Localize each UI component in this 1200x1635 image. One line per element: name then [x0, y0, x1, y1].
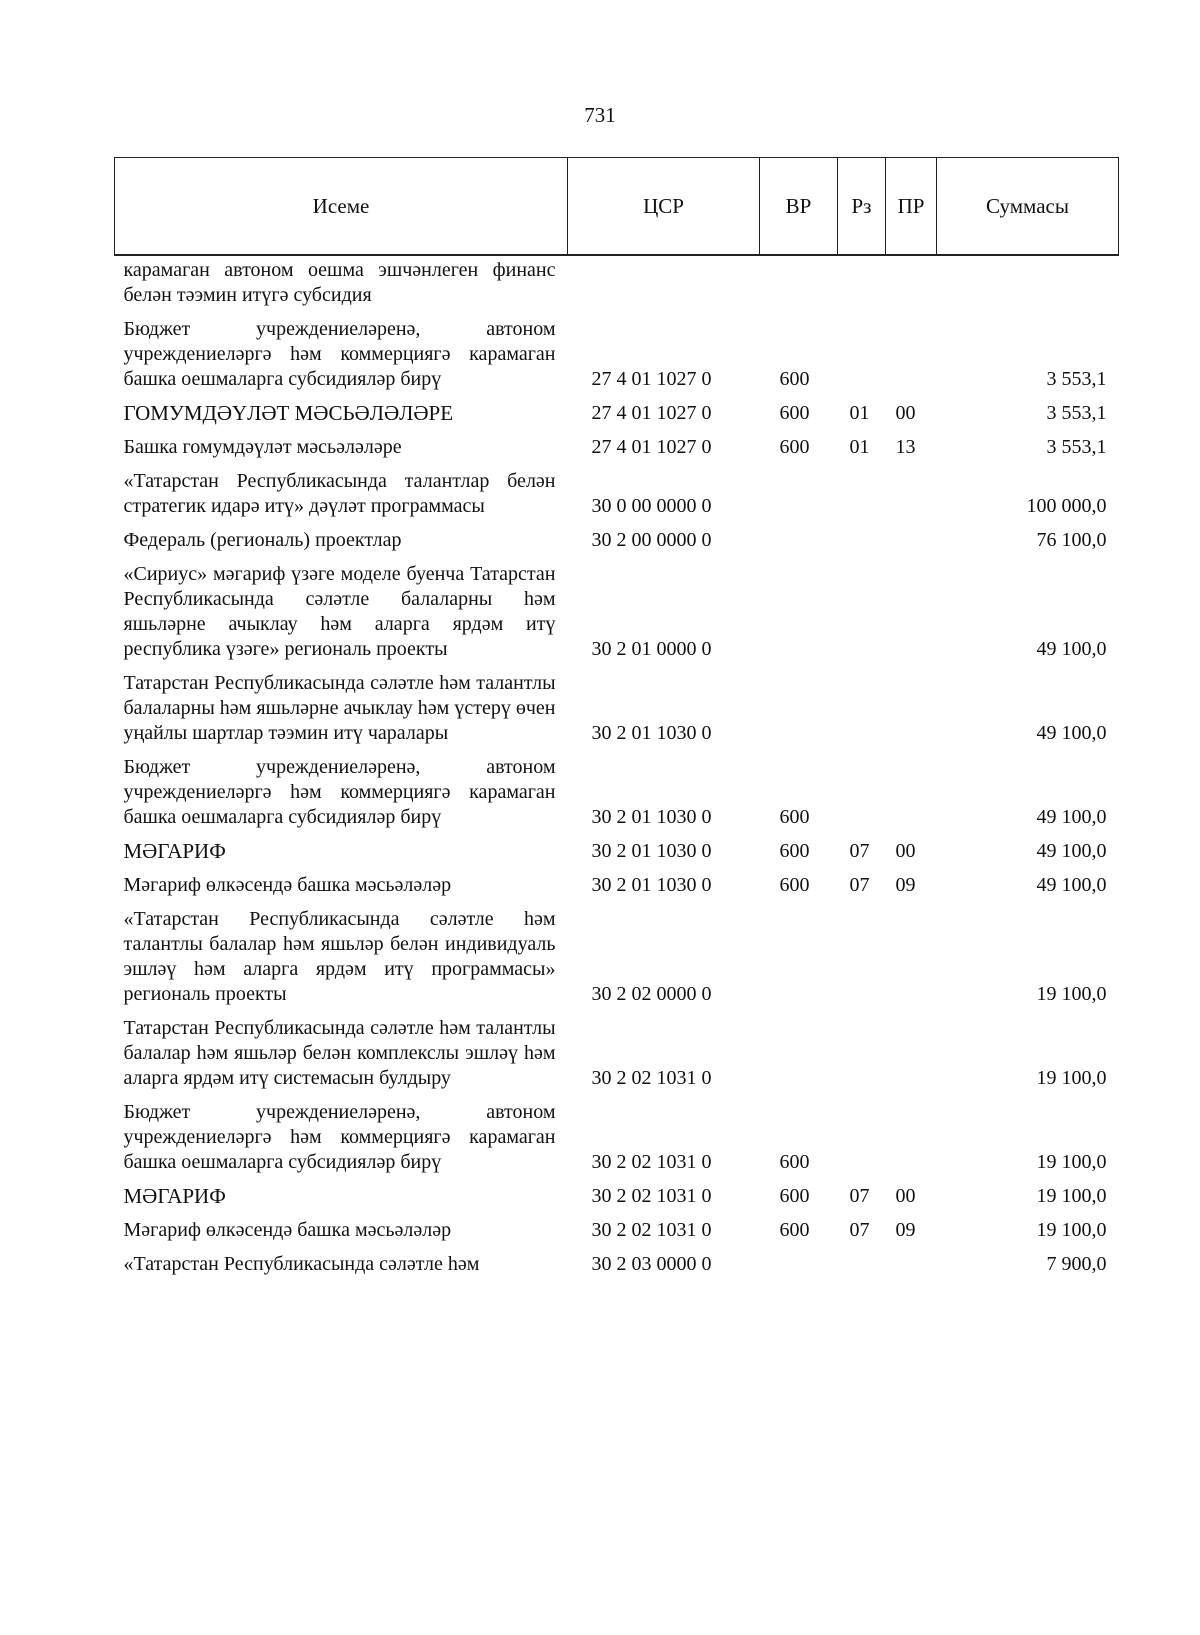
- table-row: [115, 1209, 1119, 1243]
- row-rz: [838, 553, 886, 662]
- row-pr: 00: [895, 840, 916, 862]
- row-vr: 600: [779, 840, 810, 862]
- row-csr: 30 0 00 0000 0: [591, 495, 712, 517]
- row-sum: 49 100,0: [1036, 638, 1107, 660]
- table-row: [115, 255, 1119, 308]
- row-vr: 600: [779, 806, 810, 828]
- table-row: [115, 460, 1119, 519]
- row-sum: 19 100,0: [1036, 1067, 1107, 1089]
- row-sum: 19 100,0: [1036, 1219, 1107, 1241]
- row-sum: 7 900,0: [1046, 1253, 1107, 1275]
- row-name: «Татарстан Республикасында сәләтле һәм: [123, 1253, 480, 1275]
- row-name: ГОМУМДӘҮЛӘТ МӘСЬӘЛӘЛӘРЕ: [123, 401, 454, 425]
- row-sum: [937, 255, 1119, 308]
- page-number: 731: [584, 103, 616, 127]
- row-name: Татарстан Республикасында сәләтле һәм талантлы балалар һәм яшьләр белән комплекслы эшләү һәм аларга ярдәм итү системасын булдыру: [123, 1017, 556, 1089]
- table-row: [115, 746, 1119, 830]
- row-csr: 30 2 02 1031 0: [591, 1219, 712, 1241]
- row-rz: 01: [849, 436, 870, 458]
- row-rz: [838, 746, 886, 830]
- row-sum: 49 100,0: [1036, 722, 1107, 744]
- row-name: МӘГАРИФ: [123, 1184, 226, 1208]
- row-vr: [760, 1007, 838, 1091]
- row-sum: 3 553,1: [1046, 436, 1107, 458]
- table-row: [115, 519, 1119, 553]
- table-body: [115, 255, 1119, 1277]
- row-rz: [838, 898, 886, 1007]
- table-row: [115, 392, 1119, 426]
- row-name: «Татарстан Республикасында талантлар белән стратегик идарә итү» дәүләт программасы: [123, 470, 556, 517]
- row-csr: 27 4 01 1027 0: [591, 368, 712, 390]
- row-rz: 07: [849, 1185, 870, 1207]
- column-header-name: Исеме: [115, 158, 568, 256]
- row-name: «Сириус» мәгариф үзәге моделе буенча Татарстан Республикасында сәләтле балаларны һәм яшьләрне ачыклау һәм аларга ярдәм итү республика үзәге» региональ проекты: [123, 563, 556, 660]
- row-csr: [568, 255, 760, 308]
- row-rz: 07: [849, 874, 870, 896]
- row-pr: [886, 898, 937, 1007]
- row-pr: [886, 519, 937, 553]
- row-sum: 49 100,0: [1036, 874, 1107, 896]
- row-pr: [886, 1007, 937, 1091]
- row-csr: 30 2 01 1030 0: [591, 874, 712, 896]
- row-vr: 600: [779, 1151, 810, 1173]
- row-sum: 19 100,0: [1036, 1185, 1107, 1207]
- column-header-pr: ПР: [886, 158, 937, 256]
- row-vr: 600: [779, 368, 810, 390]
- table-row: [115, 426, 1119, 460]
- table-row: [115, 1243, 1119, 1277]
- row-csr: 30 2 02 1031 0: [591, 1185, 712, 1207]
- table-row: [115, 1175, 1119, 1209]
- row-pr: [886, 746, 937, 830]
- row-rz: [838, 519, 886, 553]
- row-rz: [838, 255, 886, 308]
- row-sum: 100 000,0: [1026, 495, 1107, 517]
- row-vr: [760, 898, 838, 1007]
- row-csr: 30 2 03 0000 0: [591, 1253, 712, 1275]
- column-header-rz: Рз: [838, 158, 886, 256]
- table-row: [115, 864, 1119, 898]
- table-row: [115, 553, 1119, 662]
- row-vr: [760, 553, 838, 662]
- row-rz: 07: [849, 840, 870, 862]
- row-vr: [760, 662, 838, 746]
- row-name: Федераль (региональ) проектлар: [123, 529, 402, 551]
- column-header-sum: Суммасы: [937, 158, 1119, 256]
- row-vr: [760, 519, 838, 553]
- row-name: Бюджет учреждениеләренә, автоном учреждениеләргә һәм коммерциягә карамаган башка оешмаларга субсидияләр бирү: [123, 1101, 556, 1173]
- row-vr: [760, 255, 838, 308]
- row-name: Мәгариф өлкәсендә башка мәсьәләләр: [123, 1219, 452, 1241]
- row-csr: 30 2 00 0000 0: [591, 529, 712, 551]
- row-pr: [886, 460, 937, 519]
- row-name: карамаган автоном оешма эшчәнлеген финанс белән тәэмин итүгә субсидия: [123, 259, 556, 306]
- row-pr: [886, 308, 937, 392]
- row-name: Мәгариф өлкәсендә башка мәсьәләләр: [123, 874, 452, 896]
- row-pr: 09: [895, 874, 916, 896]
- row-vr: [760, 460, 838, 519]
- row-csr: 30 2 02 1031 0: [591, 1067, 712, 1089]
- row-pr: 09: [895, 1219, 916, 1241]
- row-csr: 30 2 01 1030 0: [591, 806, 712, 828]
- row-csr: 30 2 01 1030 0: [591, 722, 712, 744]
- row-rz: [838, 1243, 886, 1277]
- row-pr: 13: [895, 436, 916, 458]
- column-header-csr: ЦСР: [568, 158, 760, 256]
- row-vr: 600: [779, 402, 810, 424]
- row-name: Башка гомумдәүләт мәсьәләләре: [123, 436, 402, 458]
- row-sum: 3 553,1: [1046, 368, 1107, 390]
- row-sum: 3 553,1: [1046, 402, 1107, 424]
- row-csr: 30 2 02 0000 0: [591, 983, 712, 1005]
- row-vr: 600: [779, 1185, 810, 1207]
- row-rz: 01: [849, 402, 870, 424]
- table-row: [115, 308, 1119, 392]
- budget-table: [114, 157, 1119, 1277]
- row-csr: 30 2 01 1030 0: [591, 840, 712, 862]
- row-name: «Татарстан Республикасында сәләтле һәм талантлы балалар һәм яшьләр белән индивидуаль эшләү һәм аларга ярдәм итү программасы» региональ проекты: [123, 908, 556, 1005]
- row-pr: [886, 662, 937, 746]
- row-sum: 76 100,0: [1036, 529, 1107, 551]
- table-row: [115, 830, 1119, 864]
- row-vr: 600: [779, 874, 810, 896]
- row-name: Бюджет учреждениеләренә, автоном учреждениеләргә һәм коммерциягә карамаган башка оешмаларга субсидияләр бирү: [123, 318, 556, 390]
- table-row: [115, 1091, 1119, 1175]
- row-sum: 49 100,0: [1036, 806, 1107, 828]
- row-vr: [760, 1243, 838, 1277]
- row-name: Бюджет учреждениеләренә, автоном учреждениеләргә һәм коммерциягә карамаган башка оешмаларга субсидияләр бирү: [123, 756, 556, 828]
- row-csr: 30 2 01 0000 0: [591, 638, 712, 660]
- column-header-vr: ВР: [760, 158, 838, 256]
- row-rz: [838, 1007, 886, 1091]
- row-sum: 19 100,0: [1036, 1151, 1107, 1173]
- row-name: Татарстан Республикасында сәләтле һәм талантлы балаларны һәм яшьләрне ачыклау һәм үстерү өчен уңайлы шартлар тәэмин итү чаралары: [123, 672, 556, 744]
- row-pr: 00: [895, 1185, 916, 1207]
- row-csr: 30 2 02 1031 0: [591, 1151, 712, 1173]
- table-row: [115, 1007, 1119, 1091]
- row-pr: [886, 1091, 937, 1175]
- row-vr: 600: [779, 1219, 810, 1241]
- row-pr: [886, 553, 937, 662]
- row-sum: 19 100,0: [1036, 983, 1107, 1005]
- row-pr: [886, 255, 937, 308]
- row-rz: [838, 308, 886, 392]
- table-row: [115, 898, 1119, 1007]
- row-rz: [838, 662, 886, 746]
- row-name: МӘГАРИФ: [123, 839, 226, 863]
- row-pr: [886, 1243, 937, 1277]
- row-rz: [838, 1091, 886, 1175]
- row-csr: 27 4 01 1027 0: [591, 436, 712, 458]
- row-rz: 07: [849, 1219, 870, 1241]
- row-csr: 27 4 01 1027 0: [591, 402, 712, 424]
- table-row: [115, 662, 1119, 746]
- row-vr: 600: [779, 436, 810, 458]
- table-header: [115, 158, 1119, 256]
- row-pr: 00: [895, 402, 916, 424]
- row-rz: [838, 460, 886, 519]
- row-sum: 49 100,0: [1036, 840, 1107, 862]
